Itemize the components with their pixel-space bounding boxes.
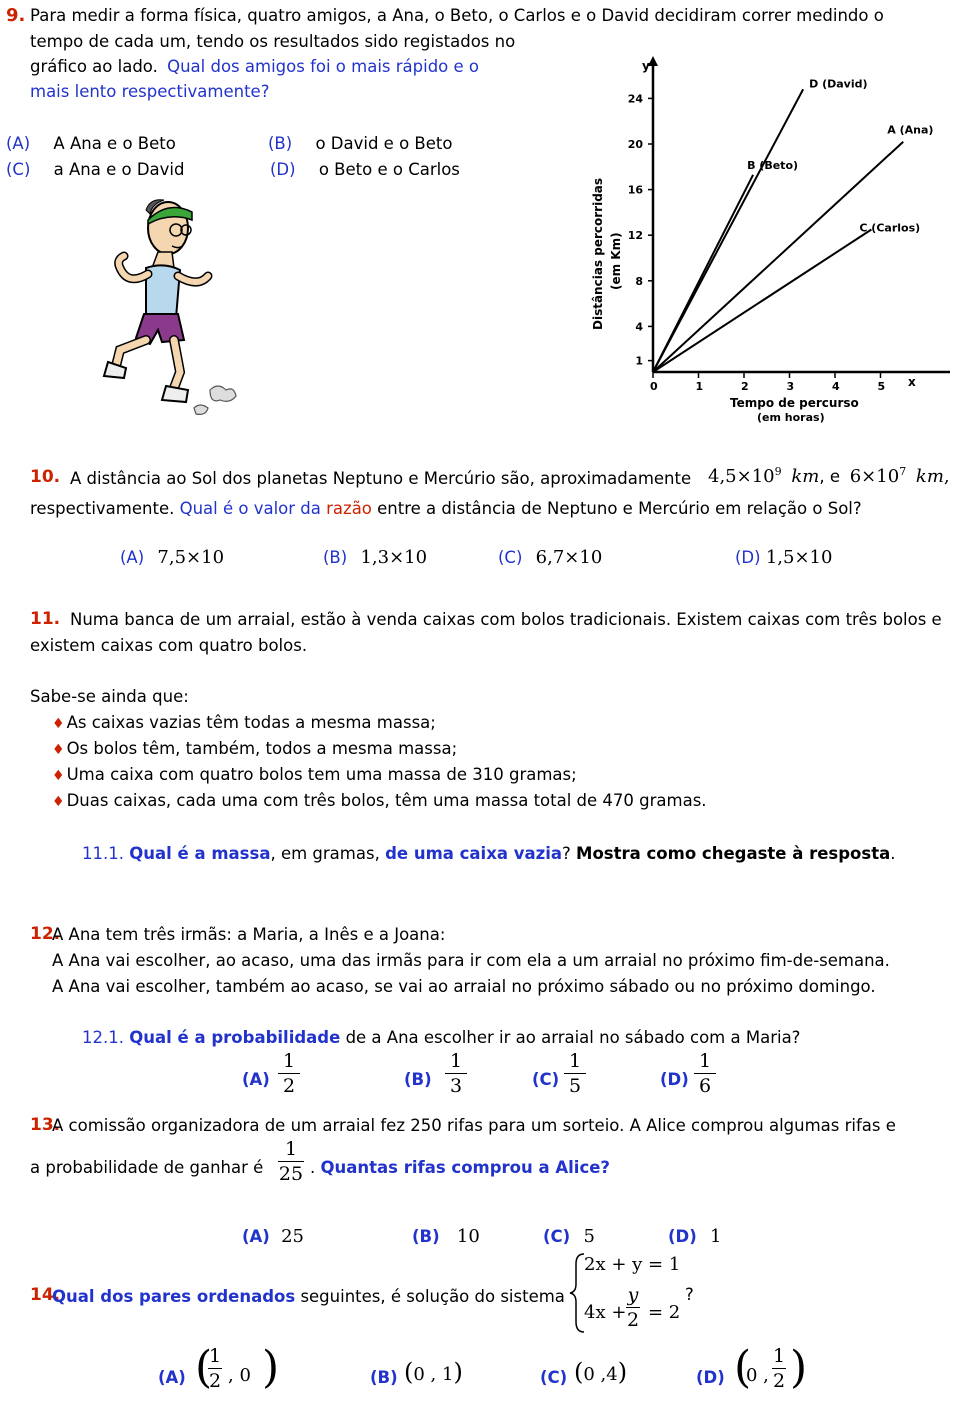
option-value: 1,3×10 xyxy=(360,547,428,568)
neptune-exponent: 9 xyxy=(774,465,782,478)
q11-fact-1 xyxy=(52,713,436,732)
q9-line1: Para medir a forma física, quatro amigos, a Ana, o Beto, o Carlos e o David decidiram correr medindo o xyxy=(30,6,884,25)
q14-text: seguintes, é solução do sistema xyxy=(300,1287,565,1306)
option-label: (B) xyxy=(412,1227,440,1246)
x-tick-label: 3 xyxy=(786,380,795,393)
q10-number: 10. xyxy=(30,467,61,487)
q10-line1: A distância ao Sol dos planetas Neptuno e Mercúrio são, aproximadamente xyxy=(70,469,692,488)
fact-text: As caixas vazias têm todas a mesma massa; xyxy=(66,713,436,732)
system-eq2-left: 4x + xyxy=(584,1302,627,1323)
q12-number: 12. xyxy=(30,924,61,944)
diamond-bullet-icon: ♦ xyxy=(52,742,65,758)
chart-axes xyxy=(648,56,950,377)
fraction-bar xyxy=(445,1073,467,1074)
chart-xlabel-line2: (em horas) xyxy=(757,411,825,424)
q12-keyword: Qual é a probabilidade xyxy=(129,1028,341,1047)
subquestion-number: 12.1. xyxy=(82,1028,124,1047)
system-eq1: 2x + y = 1 xyxy=(584,1254,681,1275)
denominator: 2 xyxy=(772,1370,786,1392)
fact-text: Os bolos têm, também, todos a mesma massa; xyxy=(66,739,458,758)
mercury-exponent: 7 xyxy=(899,465,907,478)
fact-text: Uma caixa com quatro bolos tem uma massa de 310 gramas; xyxy=(66,765,577,784)
denominator: 25 xyxy=(278,1163,304,1185)
chart-xlabel-line1: Tempo de percurso xyxy=(730,396,859,410)
y-tick-label: 4 xyxy=(635,320,643,334)
q14-keyword: Qual dos pares ordenados xyxy=(52,1287,296,1306)
y-tick-label: 8 xyxy=(635,274,643,288)
q10-option-c[interactable] xyxy=(498,547,602,568)
chart-ylabel-line1: Distâncias percorridas xyxy=(591,177,605,330)
q12-option-c-fraction[interactable] xyxy=(562,1050,588,1097)
y-tick-label: 24 xyxy=(627,92,643,106)
option-label: (C) xyxy=(498,548,523,567)
q9-option-a[interactable] xyxy=(6,134,176,153)
x-tick-label: 2 xyxy=(741,380,749,393)
q11-text: , em gramas, xyxy=(270,844,380,863)
numerator: 1 xyxy=(449,1050,463,1072)
option-value: 25 xyxy=(281,1226,305,1247)
q14-option-a-label[interactable]: (A) xyxy=(158,1368,186,1387)
paren-open: ( xyxy=(734,1342,752,1393)
series-label: D (David) xyxy=(809,77,868,91)
neptune-distance: 4,5×10 xyxy=(708,466,775,487)
option-value: 10 xyxy=(456,1226,480,1247)
series-label: B (Beto) xyxy=(747,158,799,172)
fraction-bar xyxy=(694,1073,716,1074)
y-tick-label: 20 xyxy=(627,138,643,151)
q14-option-a-fraction[interactable] xyxy=(206,1345,224,1392)
system-eq2-right: = 2 xyxy=(648,1302,681,1323)
chart-ylabel-line2: (em Km) xyxy=(609,232,623,290)
q11-number: 11. xyxy=(30,609,61,629)
x-tick-label: 4 xyxy=(832,380,840,393)
q11-period: . xyxy=(890,844,896,863)
q12-option-b-label[interactable]: (B) xyxy=(404,1070,432,1089)
q11-fact-4 xyxy=(52,791,707,810)
q12-line3: A Ana vai escolher, também ao acaso, se vai ao arraial no próximo sábado ou no próximo domingo. xyxy=(52,977,876,996)
unit-km: km xyxy=(791,466,820,487)
q9-question: Qual dos amigos foi o mais rápido e o xyxy=(167,57,480,76)
x-tick-label: 1 xyxy=(695,380,704,393)
numerator: 1 xyxy=(282,1050,296,1072)
series-line xyxy=(653,142,903,372)
numerator: 1 xyxy=(698,1050,712,1072)
fraction-bar xyxy=(772,1368,786,1369)
q13-line1: A comissão organizadora de um arraial fez 250 rifas para um sorteio. A Alice comprou algumas rifas e xyxy=(52,1116,896,1135)
option-label: (C) xyxy=(6,160,31,179)
unit-km: km xyxy=(915,466,944,487)
comma: , xyxy=(943,466,950,487)
q14-option-d-pre: 0 , xyxy=(746,1365,769,1386)
q14-option-c-value[interactable]: (0 ,4) xyxy=(574,1358,628,1386)
option-label: (B) xyxy=(323,548,348,567)
q10-values xyxy=(708,465,950,487)
q14-option-c-label[interactable]: (C) xyxy=(540,1368,568,1387)
q13-option-d[interactable] xyxy=(668,1226,721,1247)
q11-fact-3 xyxy=(52,765,577,784)
numerator: y xyxy=(627,1284,639,1306)
fraction-bar xyxy=(626,1307,640,1308)
option-text: a Ana e o David xyxy=(53,160,185,179)
q12-option-b-fraction[interactable] xyxy=(443,1050,469,1097)
q9-line3 xyxy=(30,57,479,76)
q14-option-a-rest: , 0 xyxy=(228,1365,251,1386)
q13-option-a[interactable] xyxy=(242,1226,304,1247)
q10-question: Qual é o valor da xyxy=(179,499,321,518)
diamond-bullet-icon: ♦ xyxy=(52,768,65,784)
q12-subquestion xyxy=(82,1028,800,1047)
option-label: (B) xyxy=(268,134,293,153)
q14-option-b-value[interactable]: (0 , 1) xyxy=(404,1358,463,1386)
x-tick-label: 5 xyxy=(877,380,886,393)
q13-option-b[interactable] xyxy=(412,1226,480,1247)
q11-line2: existem caixas com quatro bolos. xyxy=(30,636,308,655)
q14-number: 14. xyxy=(30,1285,61,1305)
q12-line1: A Ana tem três irmãs: a Maria, a Inês e a Joana: xyxy=(52,925,446,944)
option-value: 7,5×10 xyxy=(157,547,225,568)
q12-text: de a Ana escolher ir ao arraial no sábado com a Maria? xyxy=(345,1028,801,1047)
q12-option-d-label[interactable]: (D) xyxy=(660,1070,689,1089)
fraction-bar xyxy=(564,1073,586,1074)
q9-line3a: gráfico ao lado. xyxy=(30,57,158,76)
denominator: 6 xyxy=(698,1075,712,1097)
option-value: 5 xyxy=(583,1226,595,1247)
q14-option-d-fraction[interactable] xyxy=(770,1345,788,1392)
q12-option-a-fraction[interactable] xyxy=(276,1050,302,1097)
option-label: (D) xyxy=(735,548,761,567)
q12-line2: A Ana vai escolher, ao acaso, uma das irmãs para ir com ela a um arraial no próximo fim-de-semana. xyxy=(52,951,890,970)
denominator: 2 xyxy=(282,1075,296,1097)
chart-y-axis-letter: y xyxy=(642,59,650,73)
q10-option-b[interactable] xyxy=(323,547,427,568)
numerator: 1 xyxy=(208,1345,222,1367)
q13-line2b xyxy=(310,1158,610,1177)
q11-keyword: Qual é a massa xyxy=(129,844,271,863)
y-tick-label: 1 xyxy=(635,354,643,368)
option-value: 1,5×10 xyxy=(765,547,833,568)
q13-line2a: a probabilidade de ganhar é xyxy=(30,1158,264,1177)
q12-option-d-fraction[interactable] xyxy=(692,1050,718,1097)
q9-number: 9. xyxy=(6,5,26,26)
option-value: 1 xyxy=(710,1226,722,1247)
denominator: 5 xyxy=(568,1075,582,1097)
and-text: , e xyxy=(819,467,840,486)
q14-option-b-label[interactable]: (B) xyxy=(370,1368,398,1387)
option-text: o Beto e o Carlos xyxy=(318,160,460,179)
q14-question-mark: ? xyxy=(685,1285,694,1304)
denominator: 3 xyxy=(449,1075,463,1097)
q9-line2: tempo de cada um, tendo os resultados sido registados no xyxy=(30,32,516,51)
option-text: o David e o Beto xyxy=(315,134,453,153)
q13-probability-fraction xyxy=(276,1138,306,1185)
q11-keyword-2: de uma caixa vazia xyxy=(385,844,563,863)
q9-option-b[interactable] xyxy=(268,134,452,153)
q11-instruction: Mostra como chegaste à resposta xyxy=(576,844,891,863)
option-value: 0 , 1 xyxy=(413,1364,454,1385)
q13-option-c[interactable] xyxy=(543,1226,595,1247)
option-label: (C) xyxy=(543,1227,571,1246)
option-label: (A) xyxy=(120,548,145,567)
q11-line1: Numa banca de um arraial, estão à venda caixas com bolos tradicionais. Existem caixas com três bolos e xyxy=(70,610,942,629)
series-line xyxy=(653,230,871,373)
q9-option-c[interactable] xyxy=(6,160,185,179)
subquestion-number: 11.1. xyxy=(82,844,124,863)
q14-line xyxy=(52,1287,565,1306)
numerator: 1 xyxy=(284,1138,298,1160)
numerator: 1 xyxy=(772,1345,786,1367)
q12-option-c-label[interactable]: (C) xyxy=(532,1070,560,1089)
fraction-bar xyxy=(278,1161,304,1162)
series-line xyxy=(653,175,753,372)
option-label: (D) xyxy=(270,160,296,179)
denominator: 2 xyxy=(208,1370,222,1392)
series-label: A (Ana) xyxy=(887,123,934,137)
option-label: (D) xyxy=(668,1227,697,1246)
q11-fact-2 xyxy=(52,739,457,758)
fraction-bar xyxy=(208,1368,222,1369)
q10-keyword: razão xyxy=(326,499,372,518)
q10-text-end: entre a distância de Neptuno e Mercúrio em relação o Sol? xyxy=(377,499,862,518)
q11-intro: Sabe-se ainda que: xyxy=(30,687,189,706)
q12-option-a-label[interactable]: (A) xyxy=(242,1070,270,1089)
chart-x-axis-letter: x xyxy=(908,375,916,389)
q13-question: Quantas rifas comprou a Alice? xyxy=(320,1158,610,1177)
q13-period: . xyxy=(310,1158,316,1177)
paren-close: ) xyxy=(262,1342,280,1393)
runner-illustration xyxy=(80,190,240,420)
fact-text: Duas caixas, cada uma com três bolos, têm uma massa total de 470 gramas. xyxy=(66,791,707,810)
fraction-bar xyxy=(278,1073,300,1074)
y-tick-label: 16 xyxy=(627,183,643,197)
paren-open: ( xyxy=(195,1342,213,1393)
q10-option-d[interactable] xyxy=(735,547,832,568)
y-tick-label: 12 xyxy=(627,229,643,243)
chart-series-labels xyxy=(747,77,933,234)
series-label: C (Carlos) xyxy=(859,221,921,235)
system-eq2-fraction xyxy=(624,1284,642,1331)
mercury-distance: 6×10 xyxy=(849,466,900,487)
option-label: (A) xyxy=(6,134,31,153)
denominator: 2 xyxy=(626,1309,640,1331)
distance-time-chart xyxy=(580,50,950,435)
q9-option-d[interactable] xyxy=(270,160,460,179)
q10-text: respectivamente. xyxy=(30,499,175,518)
q10-line2 xyxy=(30,499,862,518)
option-text: A Ana e o Beto xyxy=(53,134,176,153)
q9-line4: mais lento respectivamente? xyxy=(30,82,270,101)
diamond-bullet-icon: ♦ xyxy=(52,794,65,810)
diamond-bullet-icon: ♦ xyxy=(52,716,65,732)
q14-option-d-label[interactable]: (D) xyxy=(696,1368,725,1387)
q13-number: 13. xyxy=(30,1115,61,1135)
q10-option-a[interactable] xyxy=(120,547,224,568)
option-value: 0 ,4 xyxy=(583,1364,618,1385)
paren-close: ) xyxy=(790,1342,808,1393)
q11-subquestion xyxy=(82,844,896,863)
numerator: 1 xyxy=(568,1050,582,1072)
option-label: (A) xyxy=(242,1227,270,1246)
option-value: 6,7×10 xyxy=(535,547,603,568)
q11-text-2: ? xyxy=(562,844,571,863)
x-tick-label: 0 xyxy=(650,380,658,393)
